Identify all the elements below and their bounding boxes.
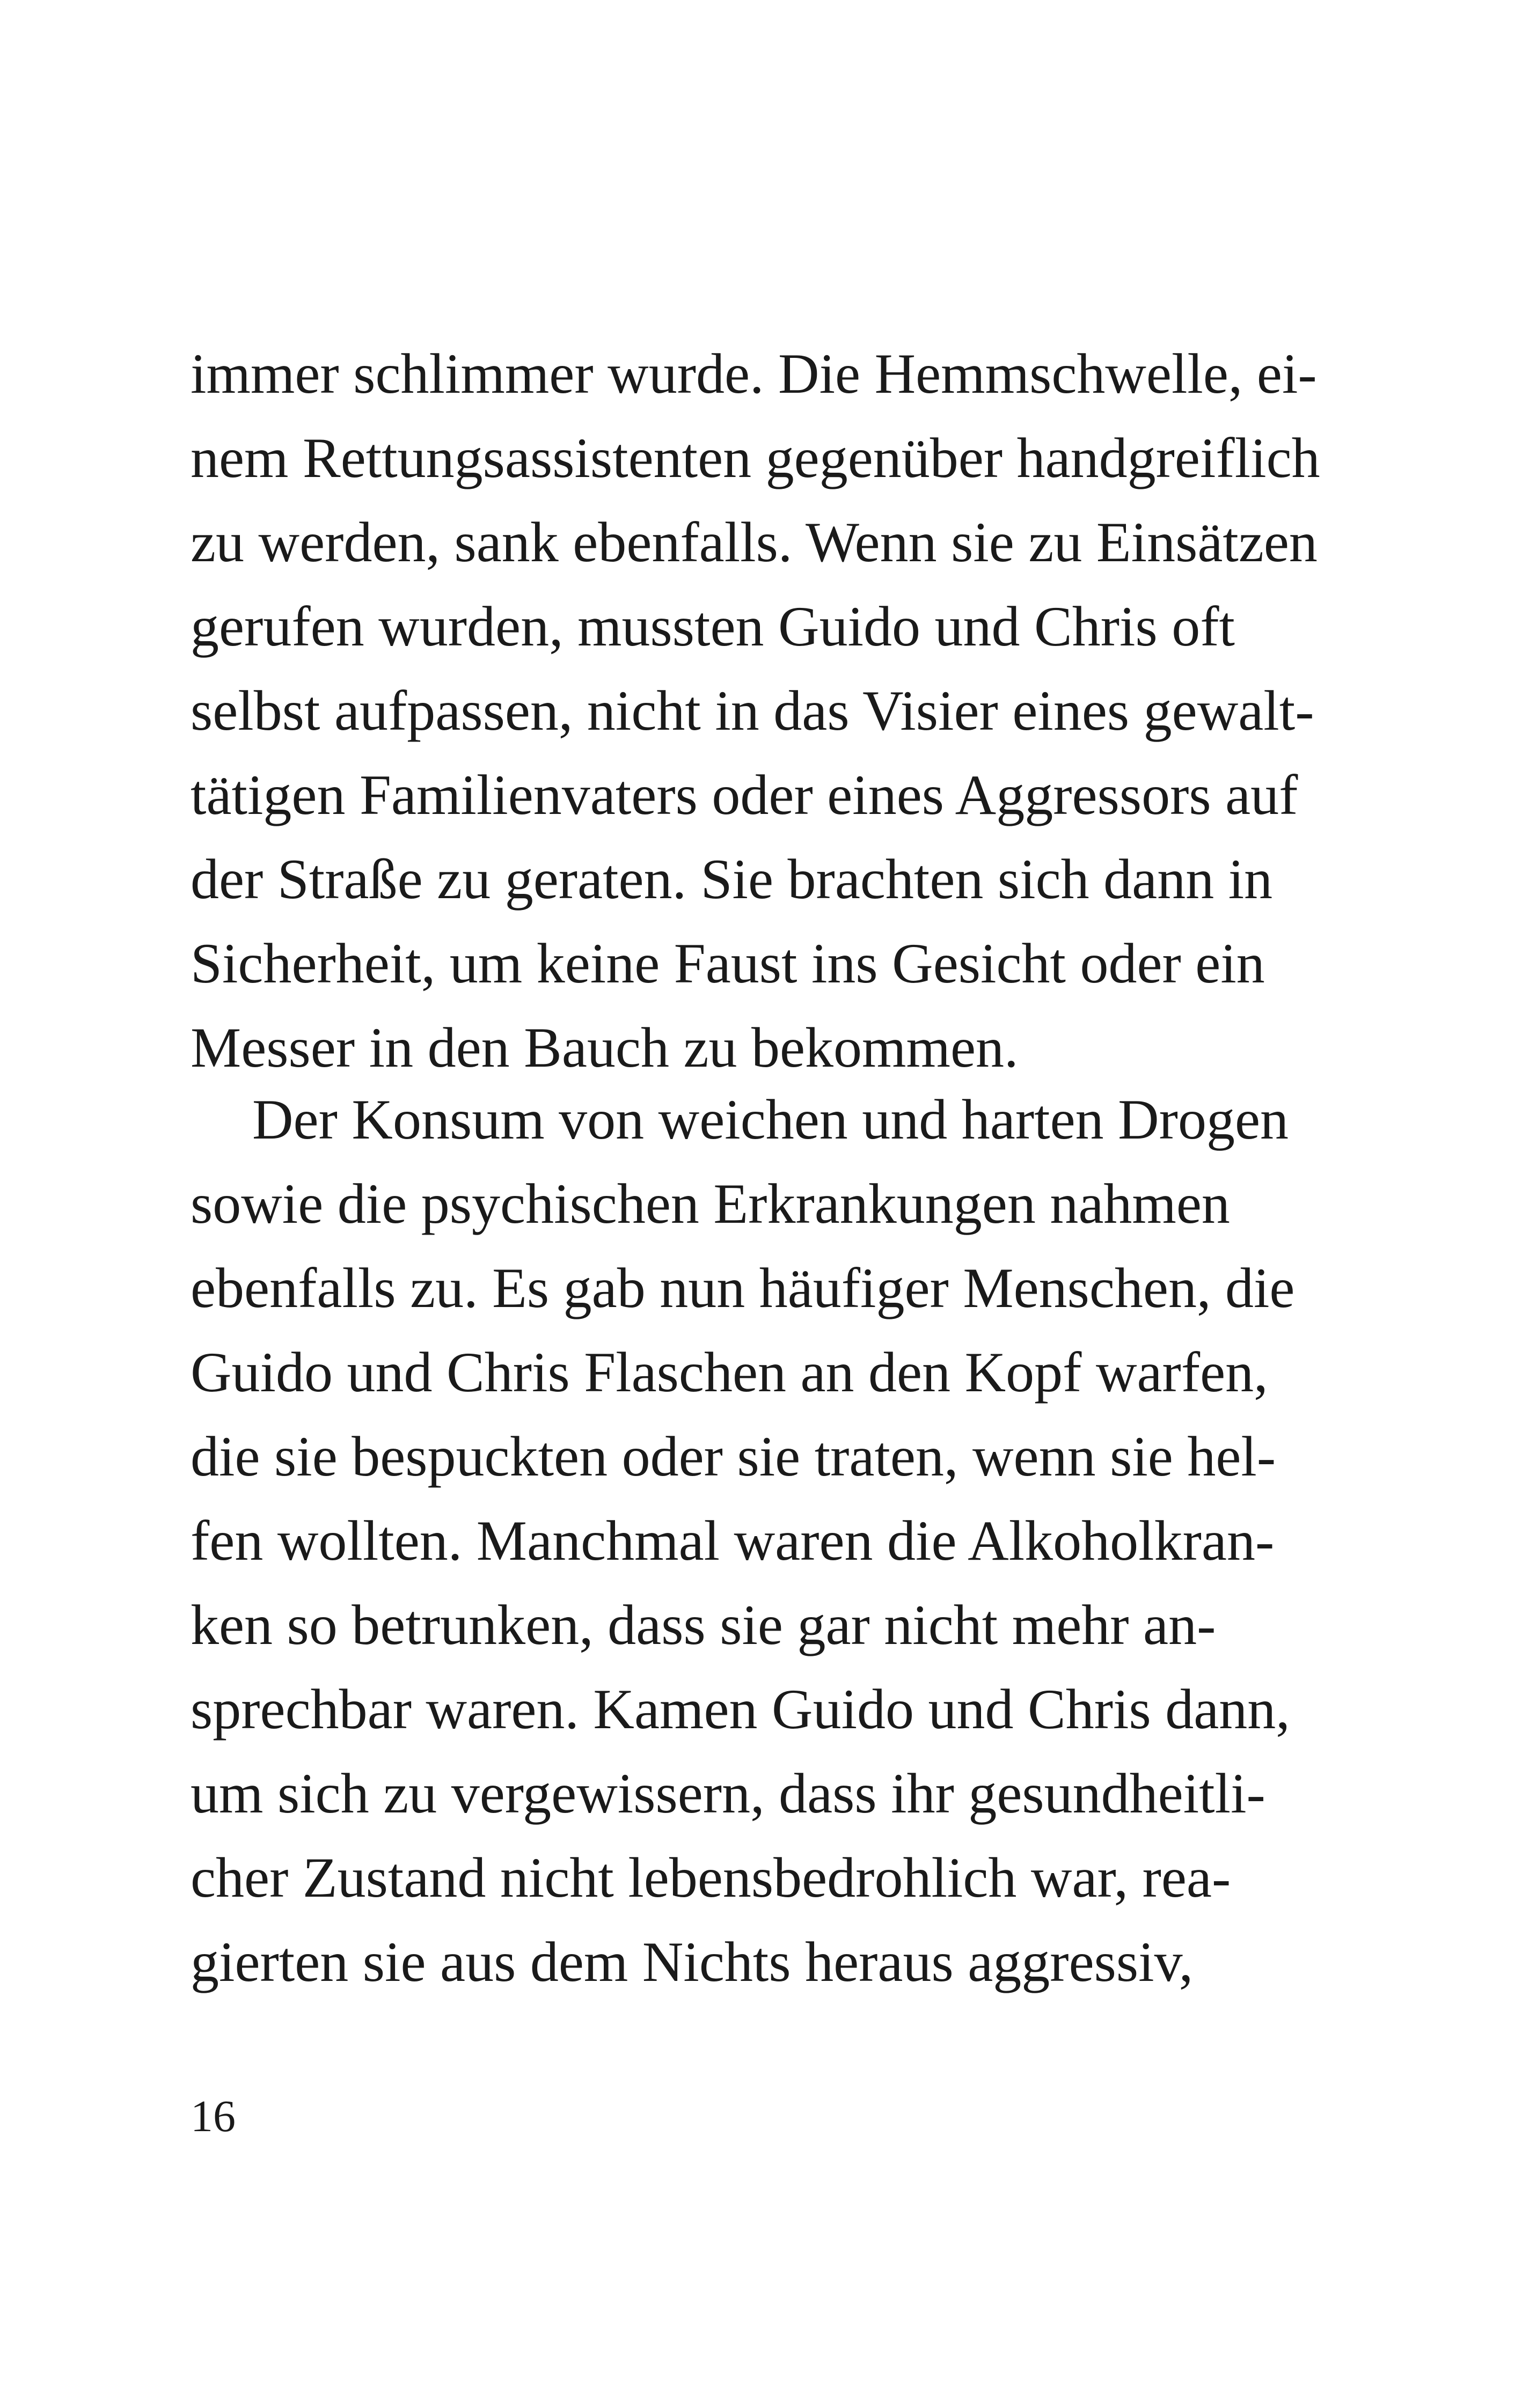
- text-line: gierten sie aus dem Nichts heraus aggressiv,: [191, 1930, 1194, 1993]
- text-line: sprechbar waren. Kamen Guido und Chris dann,: [191, 1678, 1290, 1741]
- page-number: 16: [191, 2091, 236, 2141]
- text-line: ebenfalls zu. Es gab nun häufiger Menschen, die: [191, 1257, 1295, 1319]
- text-line: nem Rettungsassistenten gegenüber handgreiflich: [191, 427, 1320, 489]
- text-line: Sicherheit, um keine Faust ins Gesicht oder ein: [191, 932, 1265, 995]
- text-line: Guido und Chris Flaschen an den Kopf warfen,: [191, 1341, 1268, 1404]
- text-line: ken so betrunken, dass sie gar nicht mehr an-: [191, 1594, 1216, 1656]
- text-line: tätigen Familienvaters oder eines Aggressors auf: [191, 763, 1298, 826]
- paragraph-1: [191, 332, 1339, 1090]
- text-line: der Straße zu geraten. Sie brachten sich dann in: [191, 848, 1273, 911]
- text-line: Der Konsum von weichen und harten Drogen: [252, 1088, 1289, 1151]
- text-line: immer schlimmer wurde. Die Hemmschwelle, ei-: [191, 342, 1317, 405]
- text-line: gerufen wurden, mussten Guido und Chris oft: [191, 595, 1235, 658]
- text-line: sowie die psychischen Erkrankungen nahmen: [191, 1172, 1230, 1235]
- paragraph-2: [191, 1077, 1339, 2004]
- text-line: cher Zustand nicht lebensbedrohlich war, rea-: [191, 1846, 1231, 1909]
- text-line: um sich zu vergewissern, dass ihr gesundheitli-: [191, 1762, 1265, 1825]
- text-line: selbst aufpassen, nicht in das Visier eines gewalt-: [191, 679, 1314, 742]
- text-line: Messer in den Bauch zu bekommen.: [191, 1016, 1019, 1079]
- text-line: die sie bespuckten oder sie traten, wenn sie hel-: [191, 1425, 1276, 1488]
- text-line: zu werden, sank ebenfalls. Wenn sie zu Einsätzen: [191, 511, 1318, 574]
- text-line: fen wollten. Manchmal waren die Alkoholkran-: [191, 1509, 1275, 1572]
